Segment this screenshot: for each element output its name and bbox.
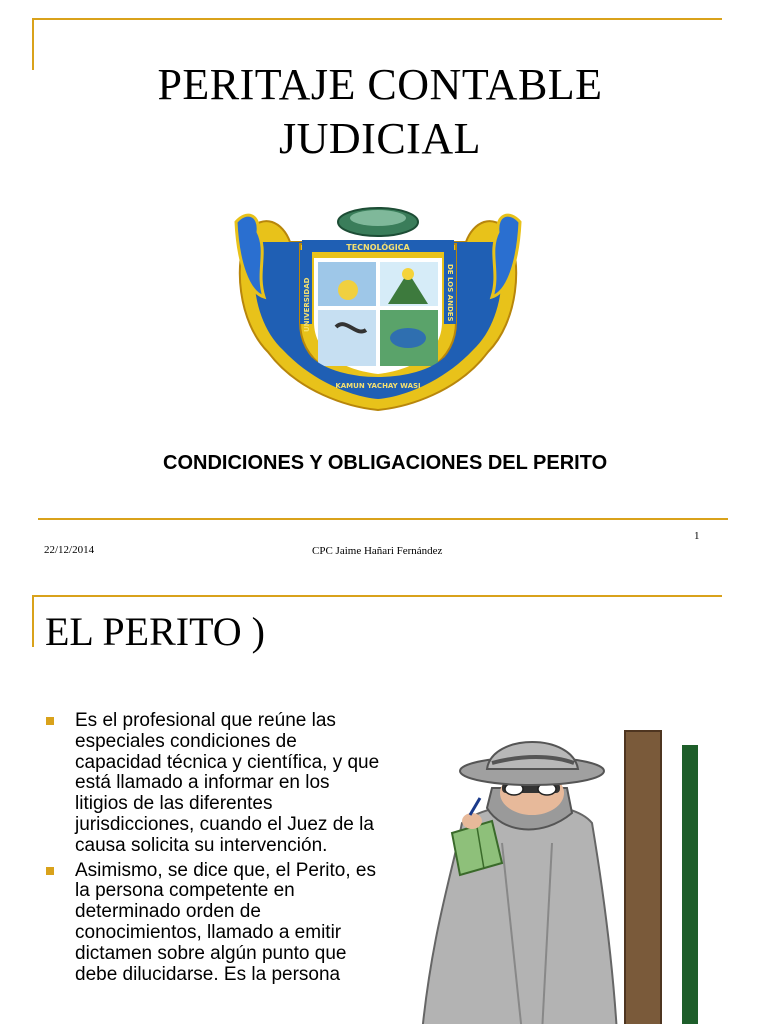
square-bullet-icon [46, 867, 54, 875]
left-rule [32, 18, 34, 70]
footer-rule [38, 518, 728, 520]
university-crest-logo [228, 202, 528, 412]
footer-date: 22/12/2014 [44, 544, 95, 556]
slide-heading: EL PERITO ) [45, 609, 265, 654]
bullet-text: Asimismo, se dice que, el Perito, es la persona competente en determinado orden de conocimientos, llamado a emitir dictamen sobre algún punto que debe dilucidarse. Es la persona [75, 859, 376, 985]
title-line-2: JUDICIAL [279, 114, 481, 163]
top-rule [32, 18, 722, 20]
title-line-1: PERITAJE CONTABLE [157, 60, 603, 109]
list-item [44, 861, 384, 986]
crest-text-left: UNIVERSIDAD [303, 277, 311, 332]
crest-text-top: TECNOLÓGICA [346, 243, 410, 252]
bullet-list [44, 711, 384, 989]
crest-text-right: DE LOS ANDES [446, 264, 454, 322]
left-rule-2 [32, 595, 34, 647]
crest-text-bottom: KAMUN YACHAY WASI [335, 382, 421, 390]
detective-illustration [392, 703, 722, 1024]
slide-subtitle: CONDICIONES Y OBLIGACIONES DEL PERITO [163, 452, 608, 474]
slide-2 [0, 585, 768, 1024]
slide-title [80, 58, 680, 166]
list-item [44, 711, 384, 857]
page-number: 1 [694, 530, 700, 542]
bullet-text: Es el profesional que reúne las especiales condiciones de capacidad técnica y científica, y que está llamado a informar en los litigios de las diferentes jurisdicciones, cuando el Juez de la causa solicita su intervención. [75, 710, 380, 856]
top-rule-2 [32, 595, 722, 597]
footer-author: CPC Jaime Hañari Fernández [312, 545, 443, 557]
square-bullet-icon [46, 717, 54, 725]
